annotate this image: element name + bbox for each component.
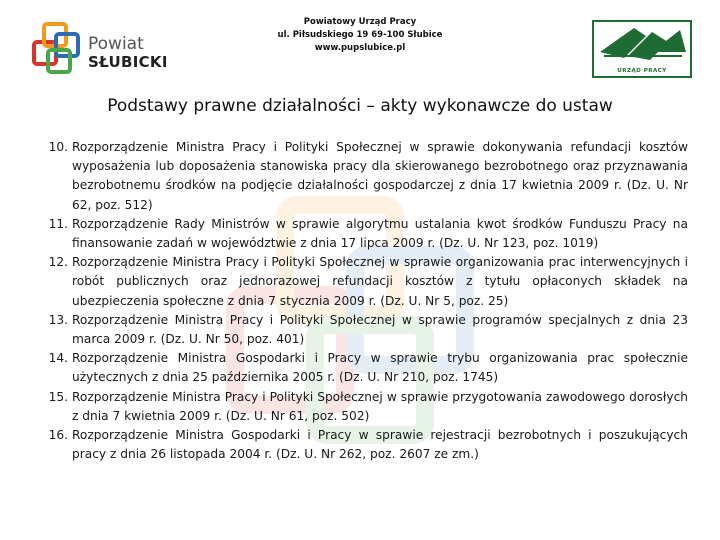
urzad-pracy-emblem-icon	[594, 22, 690, 64]
item-text: Rozporządzenie Ministra Pracy i Polityki Społecznej w sprawie programów specjalnych z dnia 23 marca 2009 r. (Dz. U. Nr 50, poz. 401)	[72, 312, 688, 347]
list-item	[34, 311, 688, 349]
logo-word-slubicki: SŁUBICKI	[88, 53, 168, 71]
item-text: Rozporządzenie Ministra Gospodarki i Pracy w sprawie trybu organizowania prac społecznie użytecznych z dnia 25 października 2005 r. (Dz. U. Nr 210, poz. 1745)	[72, 351, 688, 385]
page-title: Podstawy prawne działalności – akty wykonawcze do ustaw	[107, 96, 613, 116]
powiat-slubicki-logo	[30, 16, 180, 78]
logo-word-powiat: Powiat	[88, 34, 144, 54]
list-item	[34, 349, 688, 387]
office-header	[260, 16, 460, 55]
item-text: Rozporządzenie Ministra Pracy i Polityki Społecznej w sprawie przygotowania zawodowego dorosłych z dnia 7 kwietnia 2009 r. (Dz. U. Nr 61, poz. 502)	[72, 389, 688, 423]
office-name: Powiatowy Urząd Pracy	[303, 17, 417, 27]
list-item	[34, 388, 688, 426]
list-item	[34, 253, 688, 311]
legal-acts-list	[34, 138, 688, 464]
item-number: 16.	[48, 428, 68, 443]
item-text: Rozporządzenie Rady Ministrów w sprawie algorytmu ustalania kwot środków Funduszu Pracy na finansowanie zadań w województwie z dnia 17 lipca 2009 r. (Dz. U. Nr 123, poz. 1019)	[72, 216, 688, 251]
item-number: 11.	[48, 216, 68, 231]
powiat-emblem-icon	[30, 16, 88, 78]
office-website: www.pupslubice.pl	[314, 43, 406, 53]
item-number: 10.	[48, 140, 68, 154]
office-address: ul. Piłsudskiego 19 69-100 Słubice	[277, 30, 443, 40]
urzad-pracy-label: URZĄD PRACY	[617, 68, 667, 74]
item-text: Rozporządzenie Ministra Pracy i Polityki Społecznej w sprawie dokonywania refundacji kosztów wyposażenia lub doposażenia stanowiska pracy dla skierowanego bezrobotnego oraz przyznawania bezrobotnemu środków na podjęcie działalności gospodarczej z dnia 17 kwietnia 2009 r. (Dz. U. Nr 62, poz. 512)	[72, 140, 688, 212]
item-text: Rozporządzenie Ministra Pracy i Polityki Społecznej w sprawie organizowania prac interwencyjnych i robót publicznych oraz jednorazowej refundacji kosztów z tytułu opłaconych składek na ubezpieczenia społeczne z dnia 7 stycznia 2009 r. (Dz. U. Nr 5, poz. 25)	[72, 255, 688, 308]
list-item	[34, 215, 688, 253]
item-text: Rozporządzenie Ministra Gospodarki i Pracy w sprawie rejestracji bezrobotnych i poszukujących pracy z dnia 26 listopada 2004 r. (Dz. U. Nr 262, poz. 2607 ze zm.)	[72, 428, 688, 462]
list-item	[34, 138, 688, 215]
item-number: 12.	[48, 255, 68, 270]
list-item	[34, 426, 688, 464]
item-number: 13.	[48, 312, 68, 327]
urzad-pracy-logo	[592, 20, 692, 78]
item-number: 14.	[48, 351, 68, 366]
item-number: 15.	[48, 389, 68, 404]
